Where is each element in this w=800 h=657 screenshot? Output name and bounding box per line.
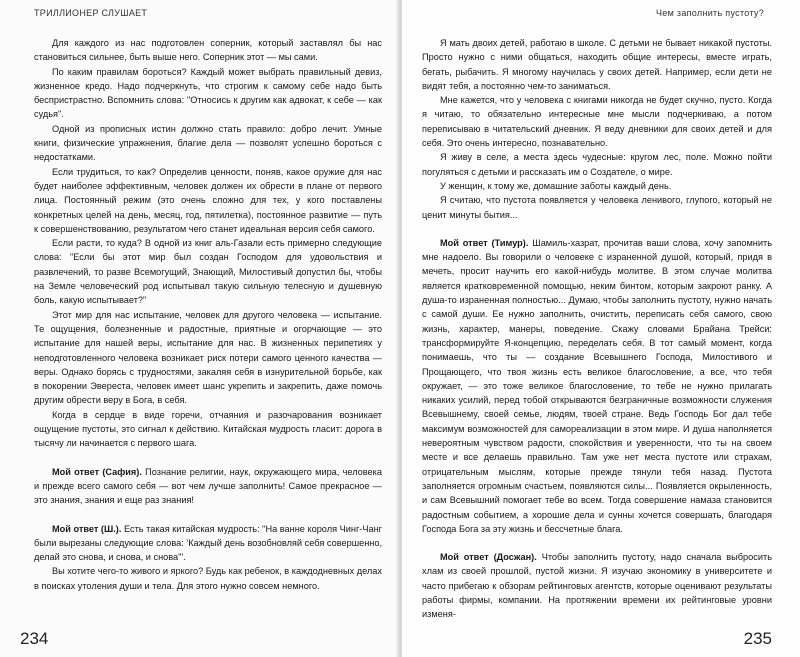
- answer-label: Мой ответ (Досжан).: [440, 552, 537, 563]
- answer-sh: [34, 522, 382, 565]
- running-head-right: Чем заполнить пустоту?: [656, 8, 764, 18]
- paragraph: Если трудиться, то как? Определив ценности, поняв, какое оружие для нас будет наиболее эффективным, человек должен их обрести в плане от первого лица. Постоянный режим (это очень сложно для тех, у кого поставлены конкретных целей на день, месяц, год, пятилетка), постоянное развитие — путь к совершенствованию, результатом чего станет идеальная версия себя самого.: [34, 166, 382, 234]
- answer-safia: [34, 465, 382, 508]
- paragraph: Я живу в селе, а места здесь чудесные: кругом лес, поле. Можно пойти погуляться с детьми и рассказать им о Создателе, о мире.: [422, 152, 772, 177]
- paragraph: Для каждого из нас подготовлен соперник, который заставлял бы нас становиться сильнее, быть выше него. Соперник этот — мы сами.: [34, 38, 382, 63]
- paragraph: Я мать двоих детей, работаю в школе. С детьми не бывает никакой пустоты. Просто нужно с ними общаться, находить общие интересы, вместе играть, бегать, рыбачить. Я многому научилась у своих детей. Например, если дети не видят тебя, а постоянно чем-то заниматься.: [422, 38, 772, 91]
- paragraph: По каким правилам бороться? Каждый может выбрать правильный девиз, жизненное кредо. Надо подчеркнуть, что строгим к самому себе надо быть беспристрастно. Вспомнить слова: "Относись к другим как адвокат, к себе — как судья".: [34, 66, 382, 120]
- answer-timur: [422, 236, 772, 536]
- paragraph: Когда в сердце в виде горечи, отчаяния и разочарования возникает ощущение пустоты, это сигнал к действию. Китайская мудрость гласит: дорога в тысячу ли начинается с первого шага.: [34, 409, 382, 449]
- page-number-right: 235: [743, 629, 772, 648]
- left-page-body: [34, 36, 382, 593]
- paragraph: Вы хотите чего-то живого и яркого? Будь как ребенок, в каждодневных делах в поисках утоления души и тела. Для этого нужно совсем немного.: [34, 566, 382, 591]
- paragraph: Мне кажется, что у человека с книгами никогда не будет скучно, пусто. Когда я читаю, то обязательно интересные мне мысли подчеркиваю, а потом переписываю в читательский дневник. Я веду дневники для своих детей и для себя. Это очень интересно, познавательно.: [422, 95, 772, 149]
- paragraph: Этот мир для нас испытание, человек для другого человека — испытание. Те ощущения, болезненные и радостные, приятные и огорчающие — это испытание для нашей веры, испытание для нас. В жизненных перипетиях у неподготовленного человека возникает риск потери самого ценного качества — веры. Однако борясь с трудностями, закаляя себя в изнурительной борьбе, как в покорении Эвереста, человек имеет шанс укрепить и закрепить, даже помочь другим обрести веру в Бога, в себя.: [34, 309, 382, 406]
- paragraph: У женщин, к тому же, домашние заботы каждый день.: [440, 180, 672, 191]
- right-page-body: [422, 36, 772, 622]
- answer-doszhan: [422, 550, 772, 621]
- running-head-left: ТРИЛЛИОНЕР СЛУШАЕТ: [34, 8, 148, 18]
- page-number-left: 234: [20, 629, 49, 648]
- left-page: [0, 0, 398, 657]
- right-page: [402, 0, 800, 657]
- answer-text: Познание религии, наук, окружающего мира, человека и прежде всего самого себя — вот чем лучше заполнить! Самое прекрасное — это знания, знания и еще раз знания!: [34, 466, 382, 506]
- answer-label: Мой ответ (Тимур).: [440, 237, 529, 248]
- paragraph: Я считаю, что пустота появляется у человека ленивого, глупого, который не ценит минуты бытия...: [422, 195, 772, 220]
- answer-text: Шамиль-хазрат, прочитав ваши слова, хочу запомнить мне надоело. Вы говорили о человеке с израненной душой, который, придя в мечеть, просит научить его какой-нибудь молитве. В этом случае молитва является кратковременной помощью, неким бинтом, которым закроют ранку. А душа-то израненная полностью... Думаю, чтобы заполнить пустоту, нужно начать с самой души. Ее нужно заполнить, очистить, переписать себя самого, свою жизнь, характер, манеры, поведение. Скажу словами Брайана Трейси: трансформируйте Я-концепцию, переделать себя. В тот самый момент, когда понимаешь, что ты — создание Всевышнего Господа, Милостивого и Прощающего, что твоя жизнь есть великое благословение, а все, что тебя окружает, — это тоже великое благословение, то тебе не нужно прилагать никаких усилий, перед тобой открываются безграничные возможности служения Всевышнему, своей семье, людям, твоей стране. Ведь Господь Бог дал тебе максимум возможностей для самореализации в этом мире. И душа наполняется невероятным чувством радости, спокойствия и уверенности, что ты на своем месте и все делаешь правильно. Там уже нет места пустоте или страхам, отрицательным мыслям, которые прежде тянули тебя назад. Пустота заполняется огромным счастьем, появляются силы... Появляется окрыленность, и сам Всевышний помогает тебе во всем. Тогда совершение намаза становится радостным событием, а хорошие дела и сунны хочется совершать, благодаря Господа Бога за эту жизнь и бессчетные блага.: [422, 237, 772, 534]
- answer-label: Мой ответ (Ш.).: [52, 523, 122, 534]
- answer-text: Чтобы заполнить пустоту, надо сначала выбросить хлам из своей прошлой, пустой жизни. Я изучаю экономику в университете и часто прибегаю к обзорам рейтинговых агентств, которые оценивают результаты работы фирмы, компании. На протяжении времени их рейтинговые уровни изменя-: [422, 552, 772, 620]
- paragraph: Если расти, то куда? В одной из книг аль-Газали есть примерно следующие слова: "Если бы этот мир был создан Господом для удовольствия и развлечений, то разве Всемогущий, Знающий, Милостивый допустил бы, чтобы на Земле человеческий род испытывал такую сильную телесную и душевную боль, какую испытывает?": [34, 238, 382, 306]
- answer-label: Мой ответ (Сафия).: [52, 466, 142, 477]
- paragraph: Одной из прописных истин должно стать правило: добро лечит. Умные книги, физические упражнения, благие дела — позволят успешно бороться с недостатками.: [34, 123, 382, 163]
- answer-text: Есть такая китайская мудрость: "На ванне короля Чинг-Чанг были вырезаны следующие слова: 'Каждый день возобновляй себя совершенно, делай это снова, и снова, и снова'".: [34, 523, 383, 563]
